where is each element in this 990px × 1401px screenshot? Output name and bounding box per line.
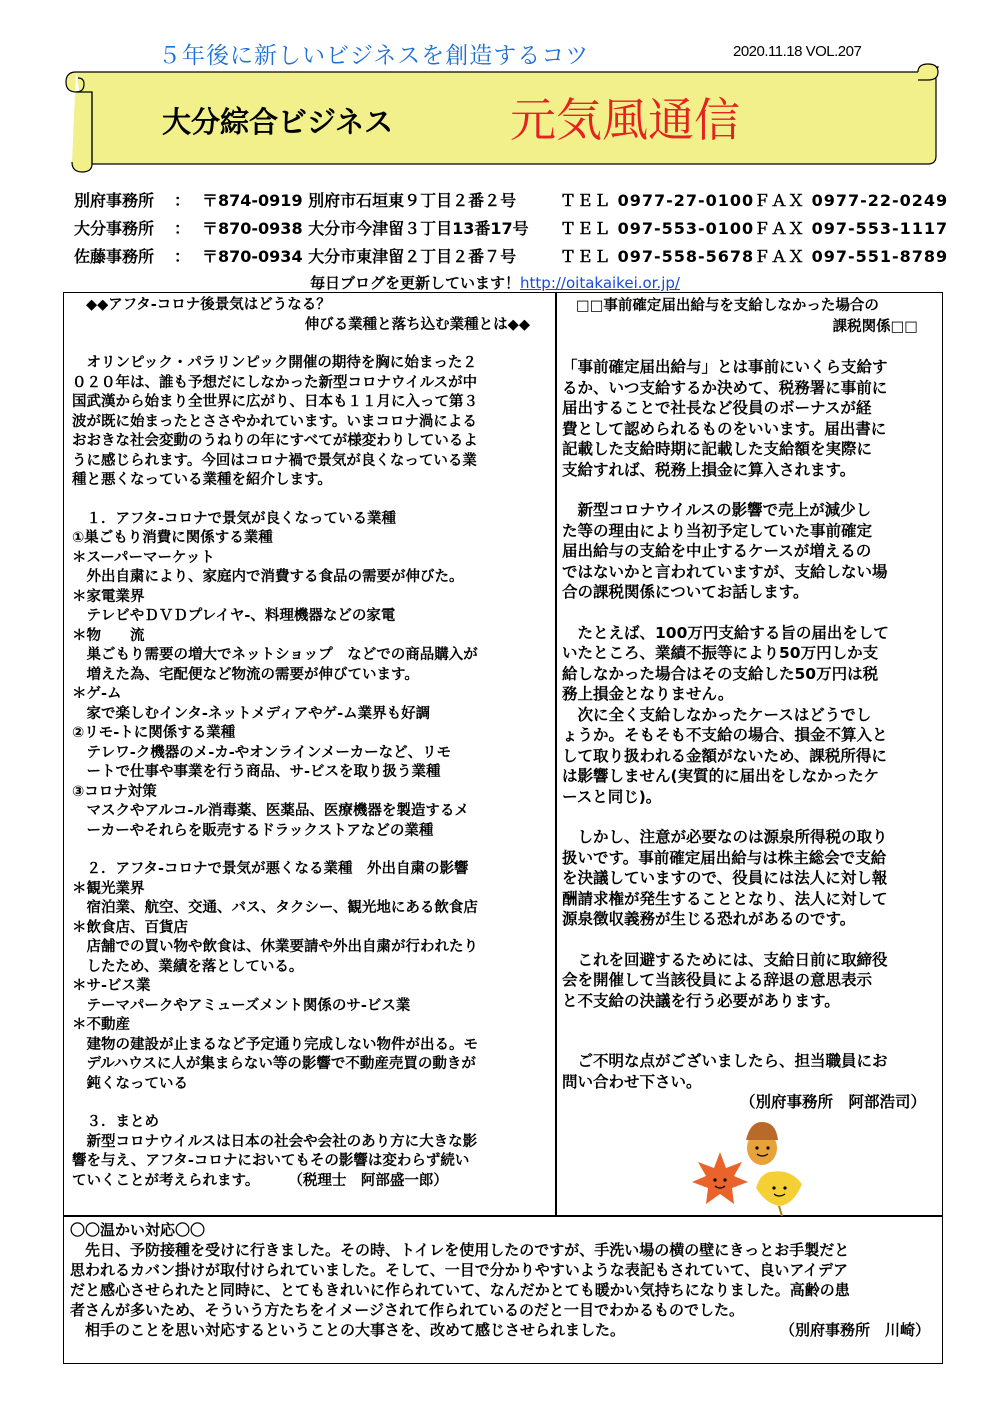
text-line: テレビやＤＶＤプレイヤ‐、料理機器などの家電 — [72, 608, 396, 624]
office-colon: ： — [174, 247, 191, 266]
text-line: ①巣ごもり消費に関係する業種 — [72, 530, 273, 546]
text-line: これを回避するためには、支給日前に取締役 — [562, 950, 888, 969]
office-name: 別府事務所 — [74, 191, 155, 210]
text-line: ていくことが考えられます。 （税理士 阿部盛一郎） — [72, 1172, 448, 1189]
office-fax: ＦＡＸ 0977-22-0249 — [754, 191, 949, 210]
text-line: おおきな社会変動のうねりの年にすべてが様変わりしているよ — [72, 433, 478, 449]
text-line: ＊ゲ‐ム — [72, 686, 122, 702]
article-signature: （別府事務所 川崎） — [779, 1321, 930, 1339]
text-line: ③コロナ対策 — [72, 783, 157, 800]
paragraph — [562, 1051, 940, 1092]
text-line: たとえば、100万円支給する旨の届出をして — [562, 623, 889, 642]
office-address: 〒870-0934 大分市東津留２丁目２番７号 — [202, 247, 517, 266]
section-bad-industries — [72, 860, 552, 1094]
text-line: 酬請求権が発生することとなり、法人に対して — [562, 889, 888, 908]
text-line: 種と悪くなっている業種を紹介します。 — [72, 472, 332, 488]
text-line: ＊不動産 — [72, 1017, 130, 1033]
office-tel: ＴＥＬ 0977-27-0100 — [560, 191, 755, 210]
article-intro — [72, 354, 552, 491]
text-line: 者さんが多いため、そういう方たちをイメージされて作られているのだと一目でわかるものでした。 — [70, 1301, 744, 1319]
office-tel: ＴＥＬ 097-553-0100 — [560, 219, 755, 238]
closing-line — [70, 1320, 938, 1340]
text-line: ２．アフタ‐コロナで景気が悪くなる業種 外出自粛の影響 — [72, 861, 469, 877]
office-name: 佐藤事務所 — [74, 247, 155, 266]
text-line: 国武漢から始まり全世界に広がり、日本も１１月に入って第３ — [72, 394, 478, 410]
text-line: 扱いです。事前確定届出給与は株主総会で支給 — [562, 848, 887, 867]
text-line: 建物の建設が止まるなど予定通り完成しない物件が出る。モ — [72, 1036, 478, 1053]
office-row — [74, 216, 949, 244]
text-line: 鈍くなっている — [72, 1075, 188, 1092]
office-colon: ： — [174, 219, 191, 238]
bottom-article — [70, 1220, 938, 1340]
text-line: 会を開催して当該役員による辞退の意思表示 — [562, 971, 873, 989]
text-line: 届出することで社長など役員のボーナスが経 — [562, 399, 872, 417]
text-line: オリンピック・パラリンピック開催の期待を胸に始まった２ — [72, 355, 477, 371]
text-line: と不支給の決議を行う必要があります。 — [562, 991, 840, 1010]
paragraph — [562, 357, 940, 480]
section-summary — [72, 1113, 552, 1191]
text-line: しかし、注意が必要なのは源泉所得税の取り — [562, 828, 888, 846]
office-fax: ＦＡＸ 097-553-1117 — [754, 219, 949, 238]
text-line: ＊観光業界 — [72, 880, 145, 897]
text-line: ょうか。そもそも不支給の場合、損金不算入と — [562, 726, 888, 744]
company-name: 大分綜合ビジネス — [162, 105, 394, 139]
text-line: 響を与え、アフタ‐コロナにおいてもその影響は変わらず続い — [72, 1153, 470, 1169]
text-line: して取り扱われる金額がないため、課税所得に — [562, 746, 887, 765]
text-line: 合の課税関係についてお話します。 — [562, 583, 809, 601]
text-line: ートで仕事や事業を行う商品、サ‐ビスを取り扱う業種 — [72, 764, 441, 780]
text-line: 届出給与の支給を中止するケースが増えるの — [562, 542, 872, 560]
maple-leaf-icon — [692, 1152, 748, 1204]
paragraph — [562, 500, 940, 603]
acorn-icon — [746, 1122, 778, 1165]
text-line: ＊家電業界 — [72, 588, 145, 605]
title-banner — [62, 62, 940, 174]
text-line: ご不明な点がございましたら、担当職員にお — [562, 1052, 888, 1070]
text-line: ３．まとめ — [72, 1114, 159, 1130]
paragraph — [562, 950, 940, 1012]
article-title: □□事前確定届出給与を支給しなかった場合の — [576, 298, 879, 314]
text-line: ＊スーパーマーケット — [72, 549, 215, 566]
blog-notice — [0, 272, 990, 293]
autumn-leaves-illustration — [690, 1112, 810, 1216]
office-colon: ： — [174, 191, 191, 210]
newsletter-title: 元気風通信 — [510, 93, 740, 147]
text-line: 記載した支給時期に記載した支給額を実際に — [562, 440, 873, 458]
text-line: ＊飲食店、百貨店 — [72, 919, 188, 936]
text-line: テーマパークやアミューズメント関係のサ‐ビス業 — [72, 997, 411, 1014]
text-line: は影響しません(実質的に届出をしなかったケ — [562, 767, 880, 785]
office-name: 大分事務所 — [74, 219, 155, 238]
right-article — [562, 296, 940, 1113]
ginkgo-leaf-icon — [756, 1171, 802, 1216]
office-address: 〒874-0919 別府市石垣東９丁目２番２号 — [202, 191, 517, 210]
text-line: 波が既に始まったとささやかれています。いまコロナ渦による — [72, 413, 477, 430]
text-line: 務上損金となりません。 — [562, 685, 734, 703]
text-line: ②リモ‐トに関係する業種 — [72, 725, 236, 741]
paragraph — [562, 623, 940, 808]
text-line: ０２０年は、誰も予想だにしなかった新型コロナウイルスが中 — [72, 374, 478, 391]
text-line: た等の理由により当初予定していた事前確定 — [562, 521, 873, 540]
text-line: 思われるカバン掛けが取付けられていました。そして、一目で分かりやすいような表記もされていて、良いアイデア — [70, 1261, 849, 1279]
text-line: 増えた為、宅配便など物流の需要が伸びています。 — [72, 666, 419, 683]
article-title: 〇〇温かい対応〇〇 — [70, 1221, 206, 1239]
section-good-industries — [72, 510, 552, 842]
text-line: いたところ、業績不振等により50万円しか支 — [562, 644, 879, 662]
office-fax: ＦＡＸ 097-551-8789 — [754, 247, 949, 266]
article-title: ◆◆アフタ‐コロナ後景気はどうなる？ — [86, 297, 331, 313]
text-line: ーカーやそれらを販売するドラックストアなどの業種 — [72, 822, 434, 839]
text-line: うに感じられます。今回はコロナ禍で景気が良くなっている業 — [72, 452, 477, 469]
article-subtitle: 伸びる業種と落ち込む業種とは◆◆ — [304, 316, 530, 333]
text-line: デルハウスに人が集まらない等の影響で不動産売買の動きが — [72, 1056, 476, 1072]
office-address: 〒870-0938 大分市今津留３丁目13番17号 — [202, 219, 529, 238]
text-line: ＊サ‐ビス業 — [72, 978, 151, 994]
article-signature: （別府事務所 阿部浩司） — [739, 1093, 926, 1111]
text-line: を決議していますので、役員には法人に対し報 — [562, 869, 888, 887]
text-line: 店舗での買い物や飲食は、休業要請や外出自粛が行われたり — [72, 939, 478, 955]
text-line: 巣ごもり需要の増大でネットショップ などでの商品購入が — [72, 647, 478, 663]
text-line: マスクやアルコ‐ル消毒薬、医薬品、医療機器を製造するメ — [72, 803, 469, 819]
office-tel: ＴＥＬ 097-558-5678 — [560, 247, 755, 266]
text-line: ＊物 流 — [72, 627, 145, 644]
article-subtitle: 課税関係□□ — [832, 318, 918, 335]
blog-link[interactable]: http://oitakaikei.or.jp/ — [520, 274, 680, 292]
closing-text: 相手のことを思い対応するということの大事さを、改めて感じさせられました。 — [70, 1321, 626, 1339]
text-line: 新型コロナウイルスの影響で売上が減少し — [562, 501, 872, 519]
text-line: 家で楽しむインタ‐ネットメディアやゲ‐ム業界も好調 — [72, 705, 431, 722]
paragraph — [562, 827, 940, 930]
text-line: ではないかと言われていますが、支給しない場 — [562, 562, 888, 581]
text-line: 問い合わせ下さい。 — [562, 1072, 702, 1091]
text-line: したため、業績を落としている。 — [72, 958, 304, 975]
text-line: 「事前確定届出給与」とは事前にいくら支給す — [562, 358, 888, 376]
left-article — [72, 296, 552, 1191]
text-line: 外出自粛により、家庭内で消費する食品の需要が伸びた。 — [72, 569, 464, 585]
text-line: 新型コロナウイルスは日本の社会や会社のあり方に大きな影 — [72, 1133, 478, 1150]
text-line: 費として認められるものをいいます。届出書に — [562, 419, 887, 438]
office-row — [74, 188, 949, 216]
text-line: るか、いつ支給するか決めて、税務署に事前に — [562, 378, 888, 397]
issue-date-volume: 2020.11.18 VOL.207 — [733, 43, 862, 60]
text-line: 源泉徴収義務が生じる恐れがあるのです。 — [562, 910, 856, 928]
text-line: テレワ‐ク機器のメ‐カ‐やオンラインメーカーなど、リモ — [72, 744, 452, 761]
newsletter-tagline: ５年後に新しいビジネスを創造するコツ — [158, 43, 590, 69]
text-line: 次に全く支給しなかったケースはどうでし — [562, 705, 872, 724]
text-line: 支給すれば、税務上損金に算入されます。 — [562, 460, 856, 479]
text-line: 宿泊業、航空、交通、バス、タクシー、観光地にある飲食店 — [72, 900, 478, 916]
text-line: だと感心させられたと同時に、とてもきれいに作られていて、なんだかとても暖かい気持ちになりました。高齢の患 — [70, 1281, 850, 1299]
office-list — [74, 188, 949, 272]
office-row — [74, 244, 949, 272]
text-line: 先日、予防接種を受けに行きました。その時、トイレを使用したのですが、手洗い場の横の壁にきっとお手製だと — [70, 1241, 850, 1259]
blog-notice-text: 毎日ブログを更新しています！ — [310, 274, 521, 292]
text-line: 給しなかった場合はその支給した50万円は税 — [562, 664, 879, 683]
text-line: ースと同じ)。 — [562, 787, 662, 806]
article-body — [70, 1240, 938, 1320]
text-line: １．アフタ‐コロナで景気が良くなっている業種 — [72, 510, 397, 527]
